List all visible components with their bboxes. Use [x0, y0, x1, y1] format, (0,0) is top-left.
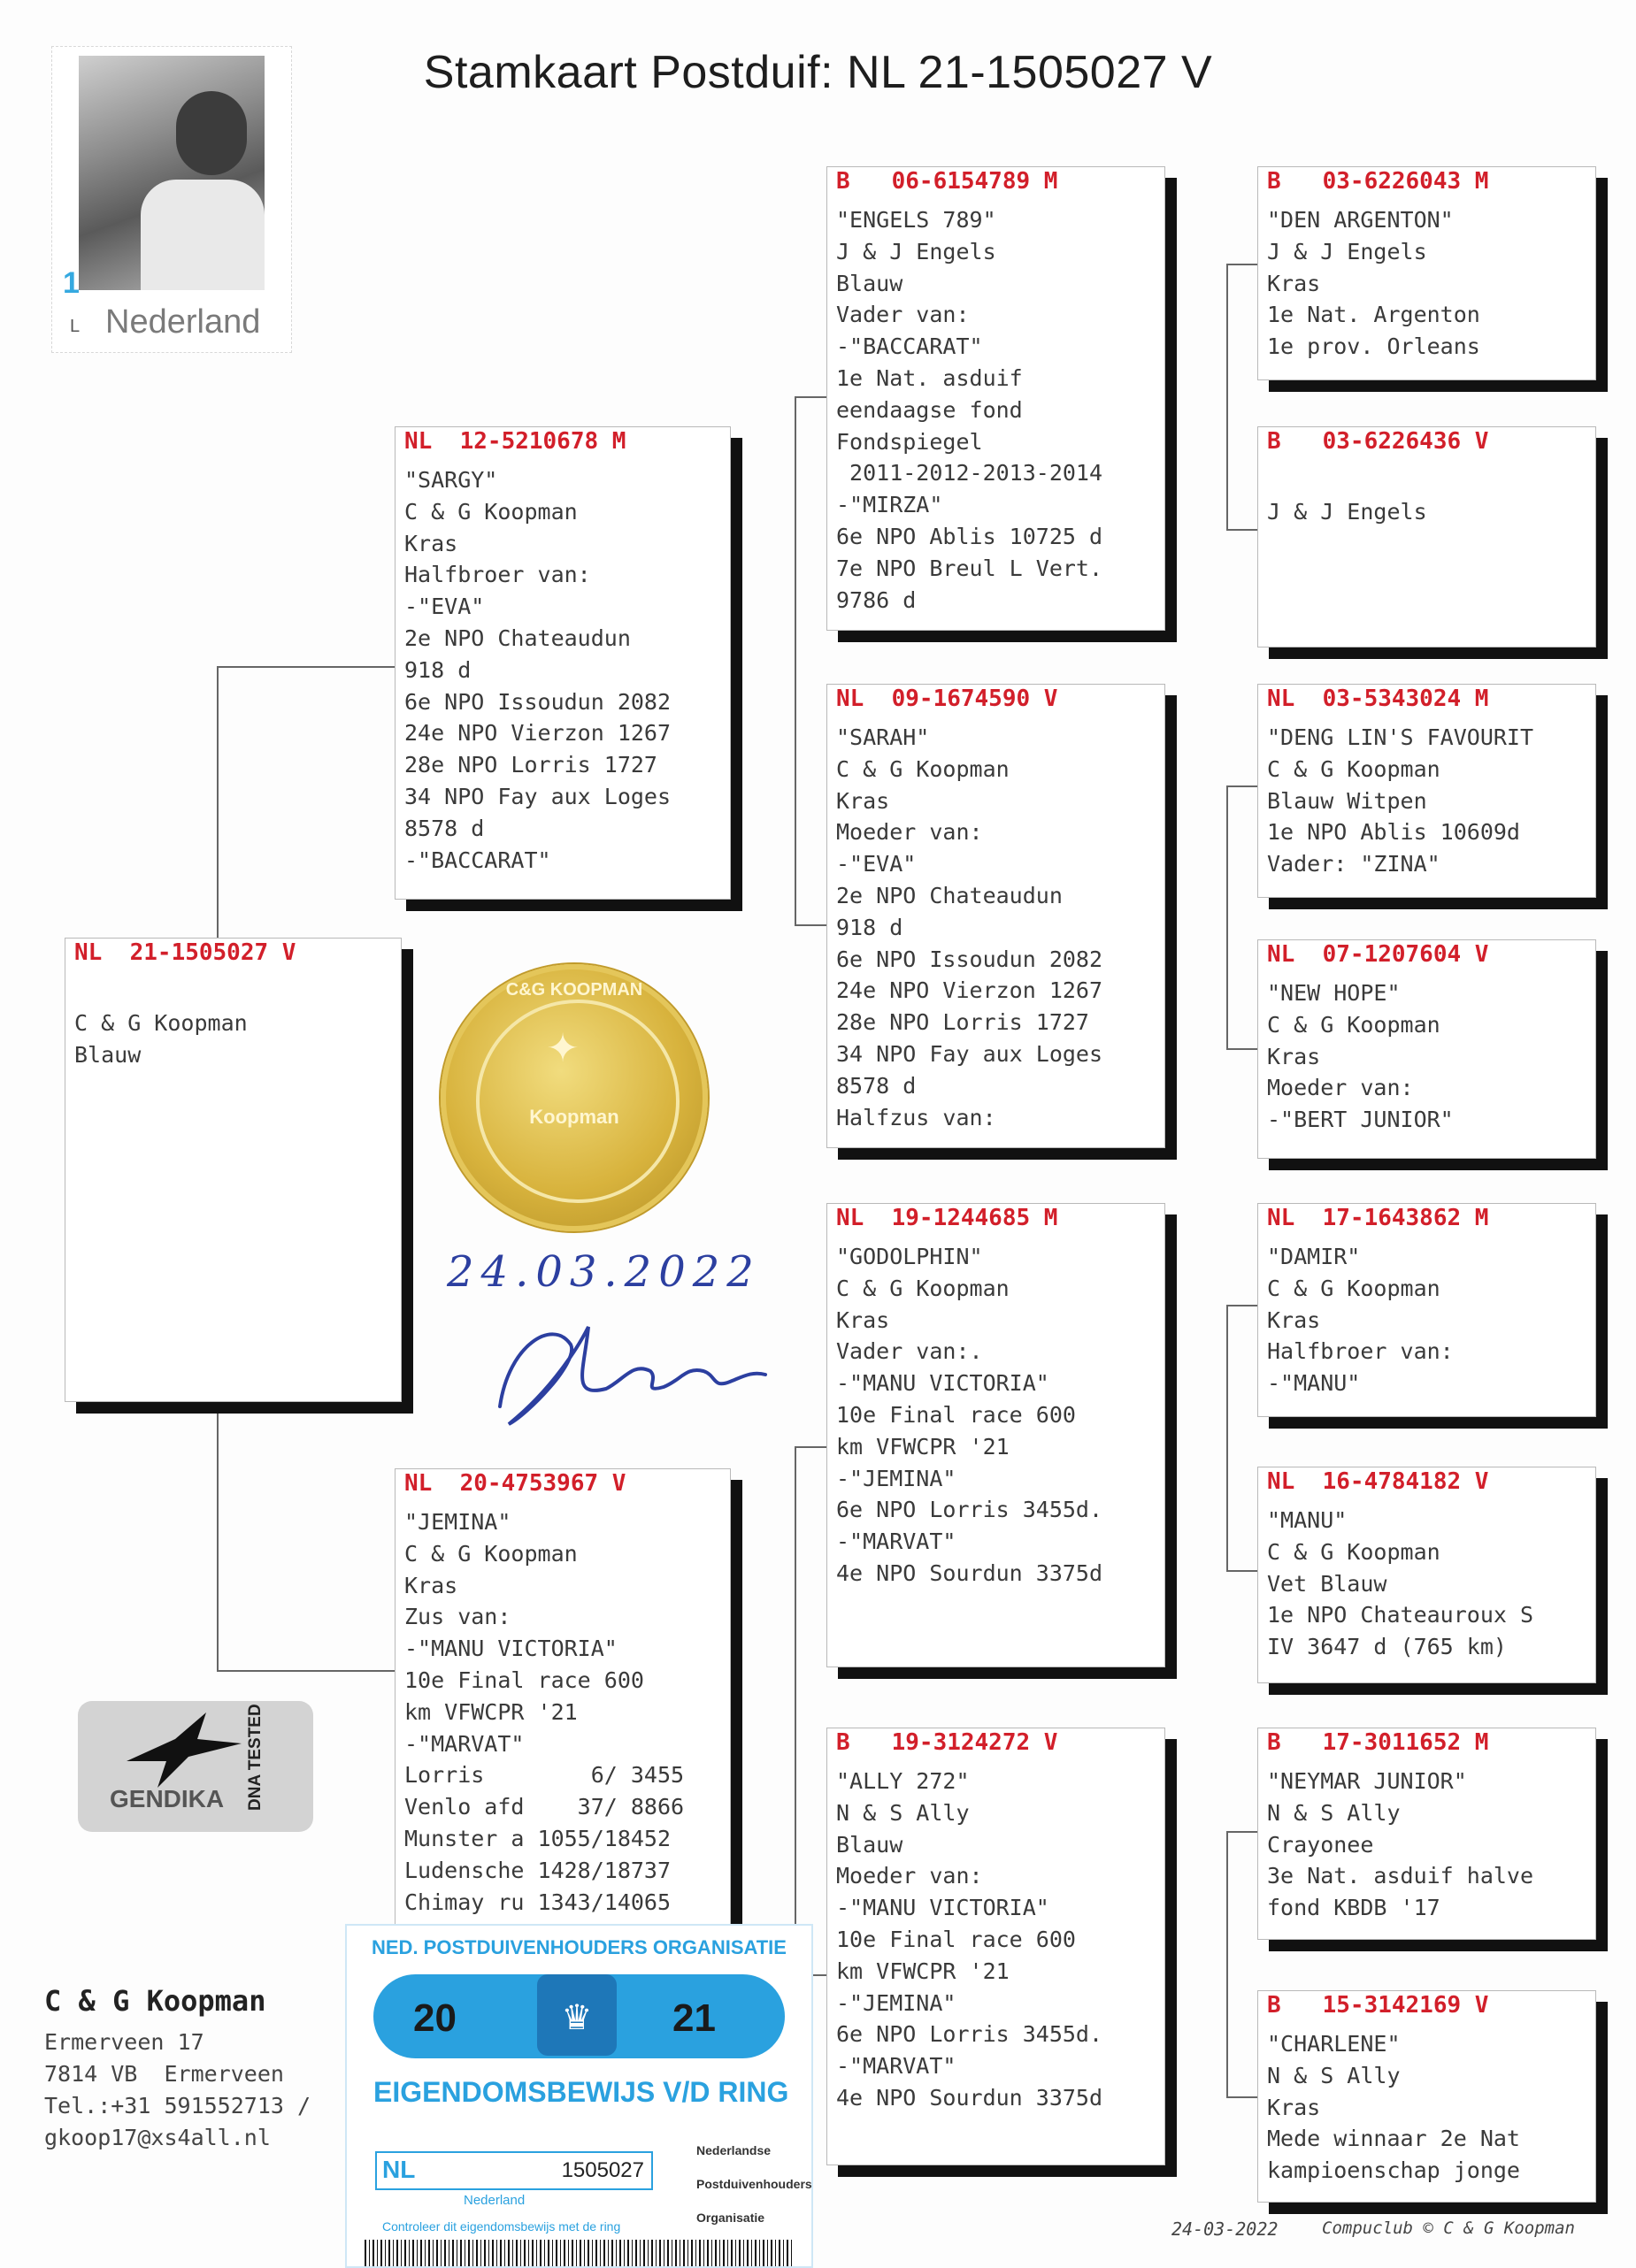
- card-subject: [65, 938, 402, 1402]
- npo-ring-box: [375, 2151, 653, 2190]
- lion-crest-icon: ♛: [537, 1974, 617, 2056]
- postage-stamp: [51, 46, 292, 353]
- card-line: 34 NPO Fay aux Loges: [836, 1040, 1103, 1067]
- card-line: J & J Engels: [1267, 498, 1427, 525]
- stamp-photo-head: [176, 91, 247, 175]
- card-line: C & G Koopman: [404, 498, 578, 525]
- card-line: Moeder van:: [836, 819, 983, 846]
- stamp-photo: [79, 56, 265, 290]
- card-line: eendaagse fond: [836, 396, 1023, 423]
- card-line: 1e NPO Ablis 10609d: [1267, 819, 1520, 846]
- ring-number: NL 20-4753967 V: [404, 1470, 626, 1497]
- signature: [473, 1309, 792, 1442]
- card-line: "NEYMAR JUNIOR": [1267, 1768, 1467, 1794]
- crane-icon: [122, 1708, 246, 1792]
- card-ggp2: [1257, 426, 1596, 647]
- card-line: Blauw: [74, 1041, 142, 1068]
- ring-number: B 03-6226043 M: [1267, 168, 1489, 195]
- card-line: 1e Nat. Argenton: [1267, 302, 1480, 328]
- npo-control-note: Controleer dit eigendomsbewijs met de ring: [382, 2219, 621, 2234]
- card-ggp6: [1257, 1467, 1596, 1683]
- stamp-value: 1: [63, 266, 80, 300]
- card-line: "ENGELS 789": [836, 207, 996, 233]
- card-line: "DEN ARGENTON": [1267, 207, 1454, 233]
- card-line: Kras: [404, 530, 458, 556]
- npo-ring-number: 1505027: [561, 2158, 644, 2182]
- card-line: C & G Koopman: [404, 1540, 578, 1567]
- handwritten-date: 24.03.2022: [447, 1247, 761, 1297]
- ring-number: NL 09-1674590 V: [836, 686, 1058, 712]
- card-gs2: [826, 1203, 1165, 1667]
- card-line: -"MARVAT": [404, 1730, 525, 1757]
- barcode: [365, 2240, 794, 2266]
- npo-ownership-card: [345, 1924, 813, 2268]
- card-line: km VFWCPR '21: [404, 1698, 578, 1725]
- ring-number: NL 12-5210678 M: [404, 428, 626, 455]
- card-line: Venlo afd 37/ 8866: [404, 1794, 685, 1820]
- card-line: 3e Nat. asduif halve: [1267, 1863, 1534, 1889]
- card-line: Kras: [836, 1306, 890, 1333]
- card-line: C & G Koopman: [836, 755, 1010, 782]
- card-ggp1: [1257, 166, 1596, 380]
- card-line: N & S Ally: [836, 1799, 970, 1826]
- card-line: 10e Final race 600: [404, 1667, 644, 1693]
- card-ggp8: [1257, 1990, 1596, 2203]
- card-line: -"MIRZA": [836, 492, 943, 518]
- card-line: -"JEMINA": [836, 1989, 956, 2016]
- card-line: 34 NPO Fay aux Loges: [404, 783, 672, 809]
- card-line: Blauw: [836, 270, 903, 296]
- card-line: Moeder van:: [1267, 1075, 1414, 1101]
- card-line: C & G Koopman: [74, 1009, 248, 1036]
- card-line: -"MANU VICTORIA": [404, 1636, 618, 1662]
- card-line: 6e NPO Lorris 3455d.: [836, 2021, 1103, 2048]
- ring-number: NL 03-5343024 M: [1267, 686, 1489, 712]
- ring-number: B 03-6226436 V: [1267, 428, 1489, 455]
- card-line: km VFWCPR '21: [836, 1958, 1010, 1984]
- card-line: -"MARVAT": [836, 1529, 956, 1555]
- card-line: "ALLY 272": [836, 1768, 970, 1794]
- card-line: 8578 d: [836, 1072, 917, 1099]
- card-line: "DAMIR": [1267, 1244, 1361, 1269]
- card-line: Chimay ru 1343/14065: [404, 1889, 672, 1915]
- card-line: "NEW HOPE": [1267, 980, 1401, 1006]
- connector-gs2: [1226, 1305, 1260, 1572]
- card-line: "GODOLPHIN": [836, 1244, 983, 1269]
- card-line: Vader: "ZINA": [1267, 851, 1440, 877]
- npo-year-right: 21: [672, 1996, 716, 2040]
- npo-stack-line: Postduivenhouders: [696, 2177, 812, 2191]
- card-line: 2011-2012-2013-2014: [836, 460, 1103, 487]
- card-line: Kras: [1267, 270, 1321, 296]
- card-line: "DENG LIN'S FAVOURIT: [1267, 724, 1534, 750]
- card-ggp5: [1257, 1203, 1596, 1417]
- card-line: 6e NPO Issoudun 2082: [836, 946, 1103, 972]
- connector-gd1: [1226, 785, 1260, 1050]
- card-line: Blauw Witpen: [1267, 787, 1427, 814]
- card-line: C & G Koopman: [1267, 1011, 1440, 1038]
- card-line: 10e Final race 600: [836, 1926, 1076, 1952]
- card-line: 9786 d: [836, 586, 917, 613]
- card-line: Ludensche 1428/18737: [404, 1857, 672, 1883]
- card-line: C & G Koopman: [1267, 1538, 1440, 1565]
- card-line: -"MANU": [1267, 1370, 1361, 1397]
- card-line: -"EVA": [836, 851, 917, 877]
- card-gd1: [826, 684, 1165, 1148]
- card-line: 10e Final race 600: [836, 1401, 1076, 1428]
- card-line: 1e NPO Chateauroux S: [1267, 1602, 1534, 1628]
- seal-bottom-text: Koopman: [529, 1106, 619, 1128]
- card-line: kampioenschap jonge: [1267, 2157, 1520, 2184]
- card-gd2: [826, 1728, 1165, 2165]
- footer-date: 24-03-2022: [1171, 2218, 1279, 2240]
- npo-title: EIGENDOMSBEWIJS V/D RING: [373, 2076, 789, 2108]
- dna-tested-label: DNA TESTED: [246, 1704, 265, 1811]
- connector-sire: [795, 396, 826, 926]
- card-line: 918 d: [404, 656, 472, 683]
- footer-credit: Compuclub © C & G Koopman: [1322, 2218, 1575, 2238]
- card-line: 2e NPO Chateaudun: [404, 624, 631, 651]
- npo-country-code: NL: [382, 2156, 416, 2183]
- card-line: -"MANU VICTORIA": [836, 1370, 1049, 1397]
- connector-dam: [795, 1446, 826, 1976]
- card-line: Moeder van:: [836, 1863, 983, 1889]
- card-line: 4e NPO Sourdun 3375d: [836, 1559, 1103, 1586]
- card-ggp7: [1257, 1728, 1596, 1940]
- card-line: J & J Engels: [836, 238, 996, 264]
- connector-gd2: [1226, 1831, 1260, 2098]
- ring-number: NL 19-1244685 M: [836, 1205, 1058, 1231]
- card-line: Halfzus van:: [836, 1104, 996, 1130]
- npo-org-name: NED. POSTDUIVENHOUDERS ORGANISATIE: [372, 1936, 787, 1958]
- ring-number: B 06-6154789 M: [836, 168, 1058, 195]
- connector-gs1: [1226, 264, 1260, 531]
- card-line: Kras: [1267, 1306, 1321, 1333]
- card-line: [1267, 464, 1592, 496]
- card-line: Halfbroer van:: [404, 562, 591, 588]
- card-line: [74, 976, 397, 1008]
- page-title: Stamkaart Postduif: NL 21-1505027 V: [423, 47, 1213, 98]
- card-line: N & S Ally: [1267, 1799, 1401, 1826]
- card-line: "CHARLENE": [1267, 2031, 1401, 2057]
- card-line: 2e NPO Chateaudun: [836, 882, 1063, 908]
- card-line: J & J Engels: [1267, 238, 1427, 264]
- card-line: -"EVA": [404, 594, 485, 620]
- npo-stack-line: Nederlandse: [696, 2143, 772, 2157]
- seal-top-text: C&G KOOPMAN: [505, 980, 643, 1000]
- card-line: N & S Ally: [1267, 2062, 1401, 2088]
- card-line: "SARAH": [836, 724, 930, 750]
- owner-block: [44, 1984, 311, 2154]
- card-line: 7e NPO Breul L Vert.: [836, 555, 1103, 581]
- card-line: fond KBDB '17: [1267, 1895, 1440, 1921]
- ring-number: NL 16-4784182 V: [1267, 1468, 1489, 1495]
- stamp-country: Nederland: [105, 303, 261, 341]
- ring-number: B 19-3124272 V: [836, 1729, 1058, 1756]
- card-line: 1e prov. Orleans: [1267, 333, 1480, 360]
- card-dam: [395, 1468, 731, 1937]
- card-line: -"JEMINA": [836, 1465, 956, 1491]
- ring-number: B 15-3142169 V: [1267, 1992, 1489, 2019]
- card-line: Blauw: [836, 1831, 903, 1858]
- owner-phone: Tel.:+31 591552713 /: [44, 2093, 311, 2119]
- card-line: Fondspiegel: [836, 428, 983, 455]
- card-line: Lorris 6/ 3455: [404, 1762, 685, 1789]
- gold-seal: [441, 964, 708, 1231]
- npo-org-stack: [696, 2134, 812, 2234]
- ring-number: B 17-3011652 M: [1267, 1729, 1489, 1756]
- card-line: -"BERT JUNIOR": [1267, 1107, 1454, 1133]
- gendika-name: GENDIKA: [110, 1785, 225, 1812]
- card-line: 6e NPO Lorris 3455d.: [836, 1497, 1103, 1523]
- card-line: 24e NPO Vierzon 1267: [836, 977, 1103, 1004]
- card-line: Vader van:.: [836, 1338, 983, 1365]
- card-ggp3: [1257, 684, 1596, 898]
- owner-email: gkoop17@xs4all.nl: [44, 2125, 271, 2150]
- card-line: Vet Blauw: [1267, 1570, 1387, 1597]
- owner-name: C & G Koopman: [44, 1984, 266, 2018]
- seal-pigeon-icon: ✦: [547, 1013, 580, 1075]
- stamp-photo-shirt: [141, 180, 265, 290]
- card-line: Vader van:: [836, 302, 970, 328]
- card-line: "SARGY": [404, 467, 498, 493]
- card-line: -"BACCARAT": [404, 847, 551, 873]
- card-line: IV 3647 d (765 km): [1267, 1634, 1507, 1660]
- ring-number: NL 17-1643862 M: [1267, 1205, 1489, 1231]
- card-sire: [395, 426, 731, 900]
- card-line: 918 d: [836, 914, 903, 940]
- card-ggp4: [1257, 939, 1596, 1159]
- card-line: C & G Koopman: [1267, 755, 1440, 782]
- card-line: C & G Koopman: [1267, 1275, 1440, 1301]
- card-line: 28e NPO Lorris 1727: [836, 1009, 1089, 1036]
- card-line: 6e NPO Issoudun 2082: [404, 688, 672, 715]
- card-line: Crayonee: [1267, 1831, 1374, 1858]
- card-line: -"MARVAT": [836, 2053, 956, 2080]
- card-line: "JEMINA": [404, 1509, 511, 1535]
- card-line: Munster a 1055/18452: [404, 1825, 672, 1851]
- npo-stack-line: Organisatie: [696, 2211, 765, 2225]
- card-line: C & G Koopman: [836, 1275, 1010, 1301]
- card-line: 24e NPO Vierzon 1267: [404, 720, 672, 747]
- stamp-corner-mark: L: [70, 317, 81, 336]
- card-line: -"BACCARAT": [836, 333, 983, 360]
- ring-number: NL 21-1505027 V: [74, 939, 296, 966]
- card-line: Kras: [1267, 2094, 1321, 2120]
- card-line: 28e NPO Lorris 1727: [404, 752, 657, 778]
- ring-number: NL 07-1207604 V: [1267, 941, 1489, 968]
- card-line: Kras: [1267, 1043, 1321, 1069]
- card-line: Halfbroer van:: [1267, 1338, 1454, 1365]
- card-line: Kras: [404, 1572, 458, 1598]
- card-line: Mede winnaar 2e Nat: [1267, 2126, 1520, 2152]
- card-line: 6e NPO Ablis 10725 d: [836, 523, 1103, 549]
- card-line: -"MANU VICTORIA": [836, 1895, 1049, 1921]
- npo-year-left: 20: [413, 1996, 457, 2040]
- card-line: 8578 d: [404, 815, 485, 841]
- card-line: Kras: [836, 787, 890, 814]
- gendika-dna-badge: [78, 1701, 313, 1832]
- card-line: 4e NPO Sourdun 3375d: [836, 2084, 1103, 2111]
- owner-address: Ermerveen 17: [44, 2029, 204, 2055]
- card-line: 1e Nat. asduif: [836, 364, 1023, 391]
- card-line: km VFWCPR '21: [836, 1433, 1010, 1460]
- npo-country-label: Nederland: [464, 2193, 526, 2208]
- card-gs1: [826, 166, 1165, 631]
- card-line: Zus van:: [404, 1604, 511, 1630]
- owner-city: 7814 VB Ermerveen: [44, 2061, 284, 2087]
- card-line: "MANU": [1267, 1507, 1348, 1533]
